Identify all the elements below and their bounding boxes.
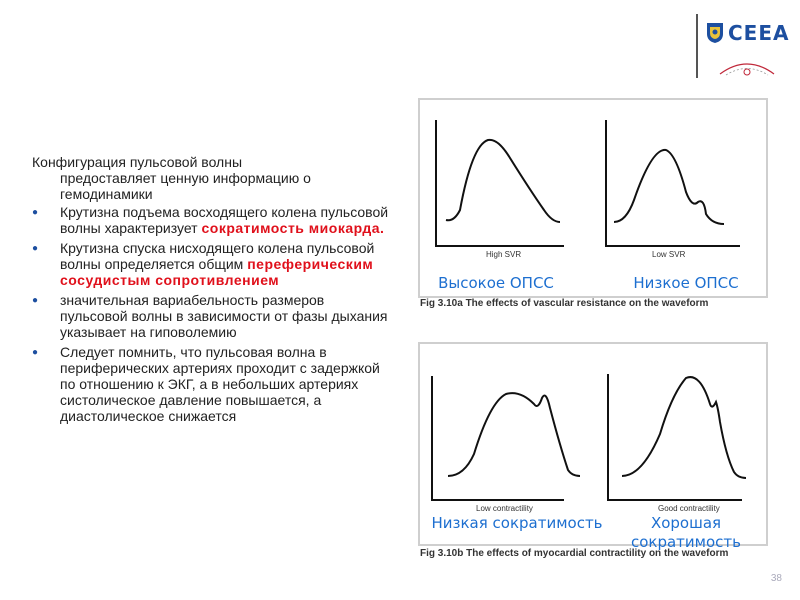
bullet-dot-icon: ● — [32, 243, 39, 254]
slide-text — [32, 154, 392, 428]
bullet-dot-icon: ● — [32, 347, 39, 358]
intro-line-2: предоставляет ценную информацию о — [60, 170, 311, 186]
intro-line-3: гемодинамики — [60, 186, 153, 202]
waveform-good-contractility — [622, 377, 746, 478]
bullet-item — [32, 344, 392, 424]
label-good-contractility: Good contractility — [658, 504, 720, 513]
figure-vascular-resistance — [418, 98, 768, 298]
label-high-svr: High SVR — [486, 250, 522, 259]
bullet-1-text: Крутизна подъема восходящего колена пульсовой волны характеризует — [60, 204, 389, 236]
axis-left-a — [436, 120, 564, 246]
ru-label-low-opss: Низкое ОПСС — [633, 274, 739, 292]
shield-icon — [706, 22, 724, 44]
bullet-2-highlight: переферическим сосудистым сопротивлением — [60, 256, 374, 288]
ru-label-good-contractility: Хорошая сократимость — [630, 514, 741, 551]
bullet-2-text: Крутизна спуска нисходящего колена пульсовой волны определяется общим — [60, 240, 375, 272]
ru-label-low-contractility: Низкая сократимость — [431, 514, 603, 532]
bullet-1-highlight: сократимость миокарда. — [201, 220, 385, 236]
label-low-svr: Low SVR — [652, 250, 686, 259]
bullet-item — [32, 204, 392, 236]
waveform-high-svr — [446, 140, 560, 222]
ru-label-high-opss: Высокое ОПСС — [438, 274, 554, 292]
ceea-logo — [706, 20, 790, 46]
intro-paragraph — [32, 154, 392, 202]
label-low-contractility: Low contractility — [476, 504, 533, 513]
caption-fig-a: Fig 3.10a The effects of vascular resistance on the waveform — [420, 298, 709, 309]
figure-myocardial-contractility — [418, 342, 768, 551]
intro-line-1: Конфигурация пульсовой волны — [32, 154, 243, 170]
bullet-item — [32, 240, 392, 288]
bullet-item — [32, 292, 392, 340]
caption-fig-b: Fig 3.10b The effects of myocardial contractility on the waveform — [420, 548, 729, 559]
waveform-low-contractility — [448, 393, 580, 476]
bullet-dot-icon: ● — [32, 295, 39, 306]
logo-emblem-arc — [712, 52, 782, 80]
bullet-dot-icon: ● — [32, 207, 39, 218]
waveform-low-svr — [614, 150, 724, 224]
logo-text: CEEA — [728, 21, 790, 45]
logo-divider — [696, 14, 698, 78]
waveform-svg-a — [420, 100, 766, 296]
page-number: 38 — [770, 573, 782, 584]
bullet-3-text: значительная вариабельность размеров пульсовой волны в зависимости от фазы дыхания указывает на гиповолемию — [60, 292, 388, 340]
axis-right-a — [606, 120, 740, 246]
bullet-4-text: Следует помнить, что пульсовая волна в периферических артериях проходит с задержкой по отношению к ЭКГ, а в небольших артериях систолическое давление повышается, а диастолическое снижается — [60, 344, 380, 424]
bullet-list — [32, 204, 392, 424]
